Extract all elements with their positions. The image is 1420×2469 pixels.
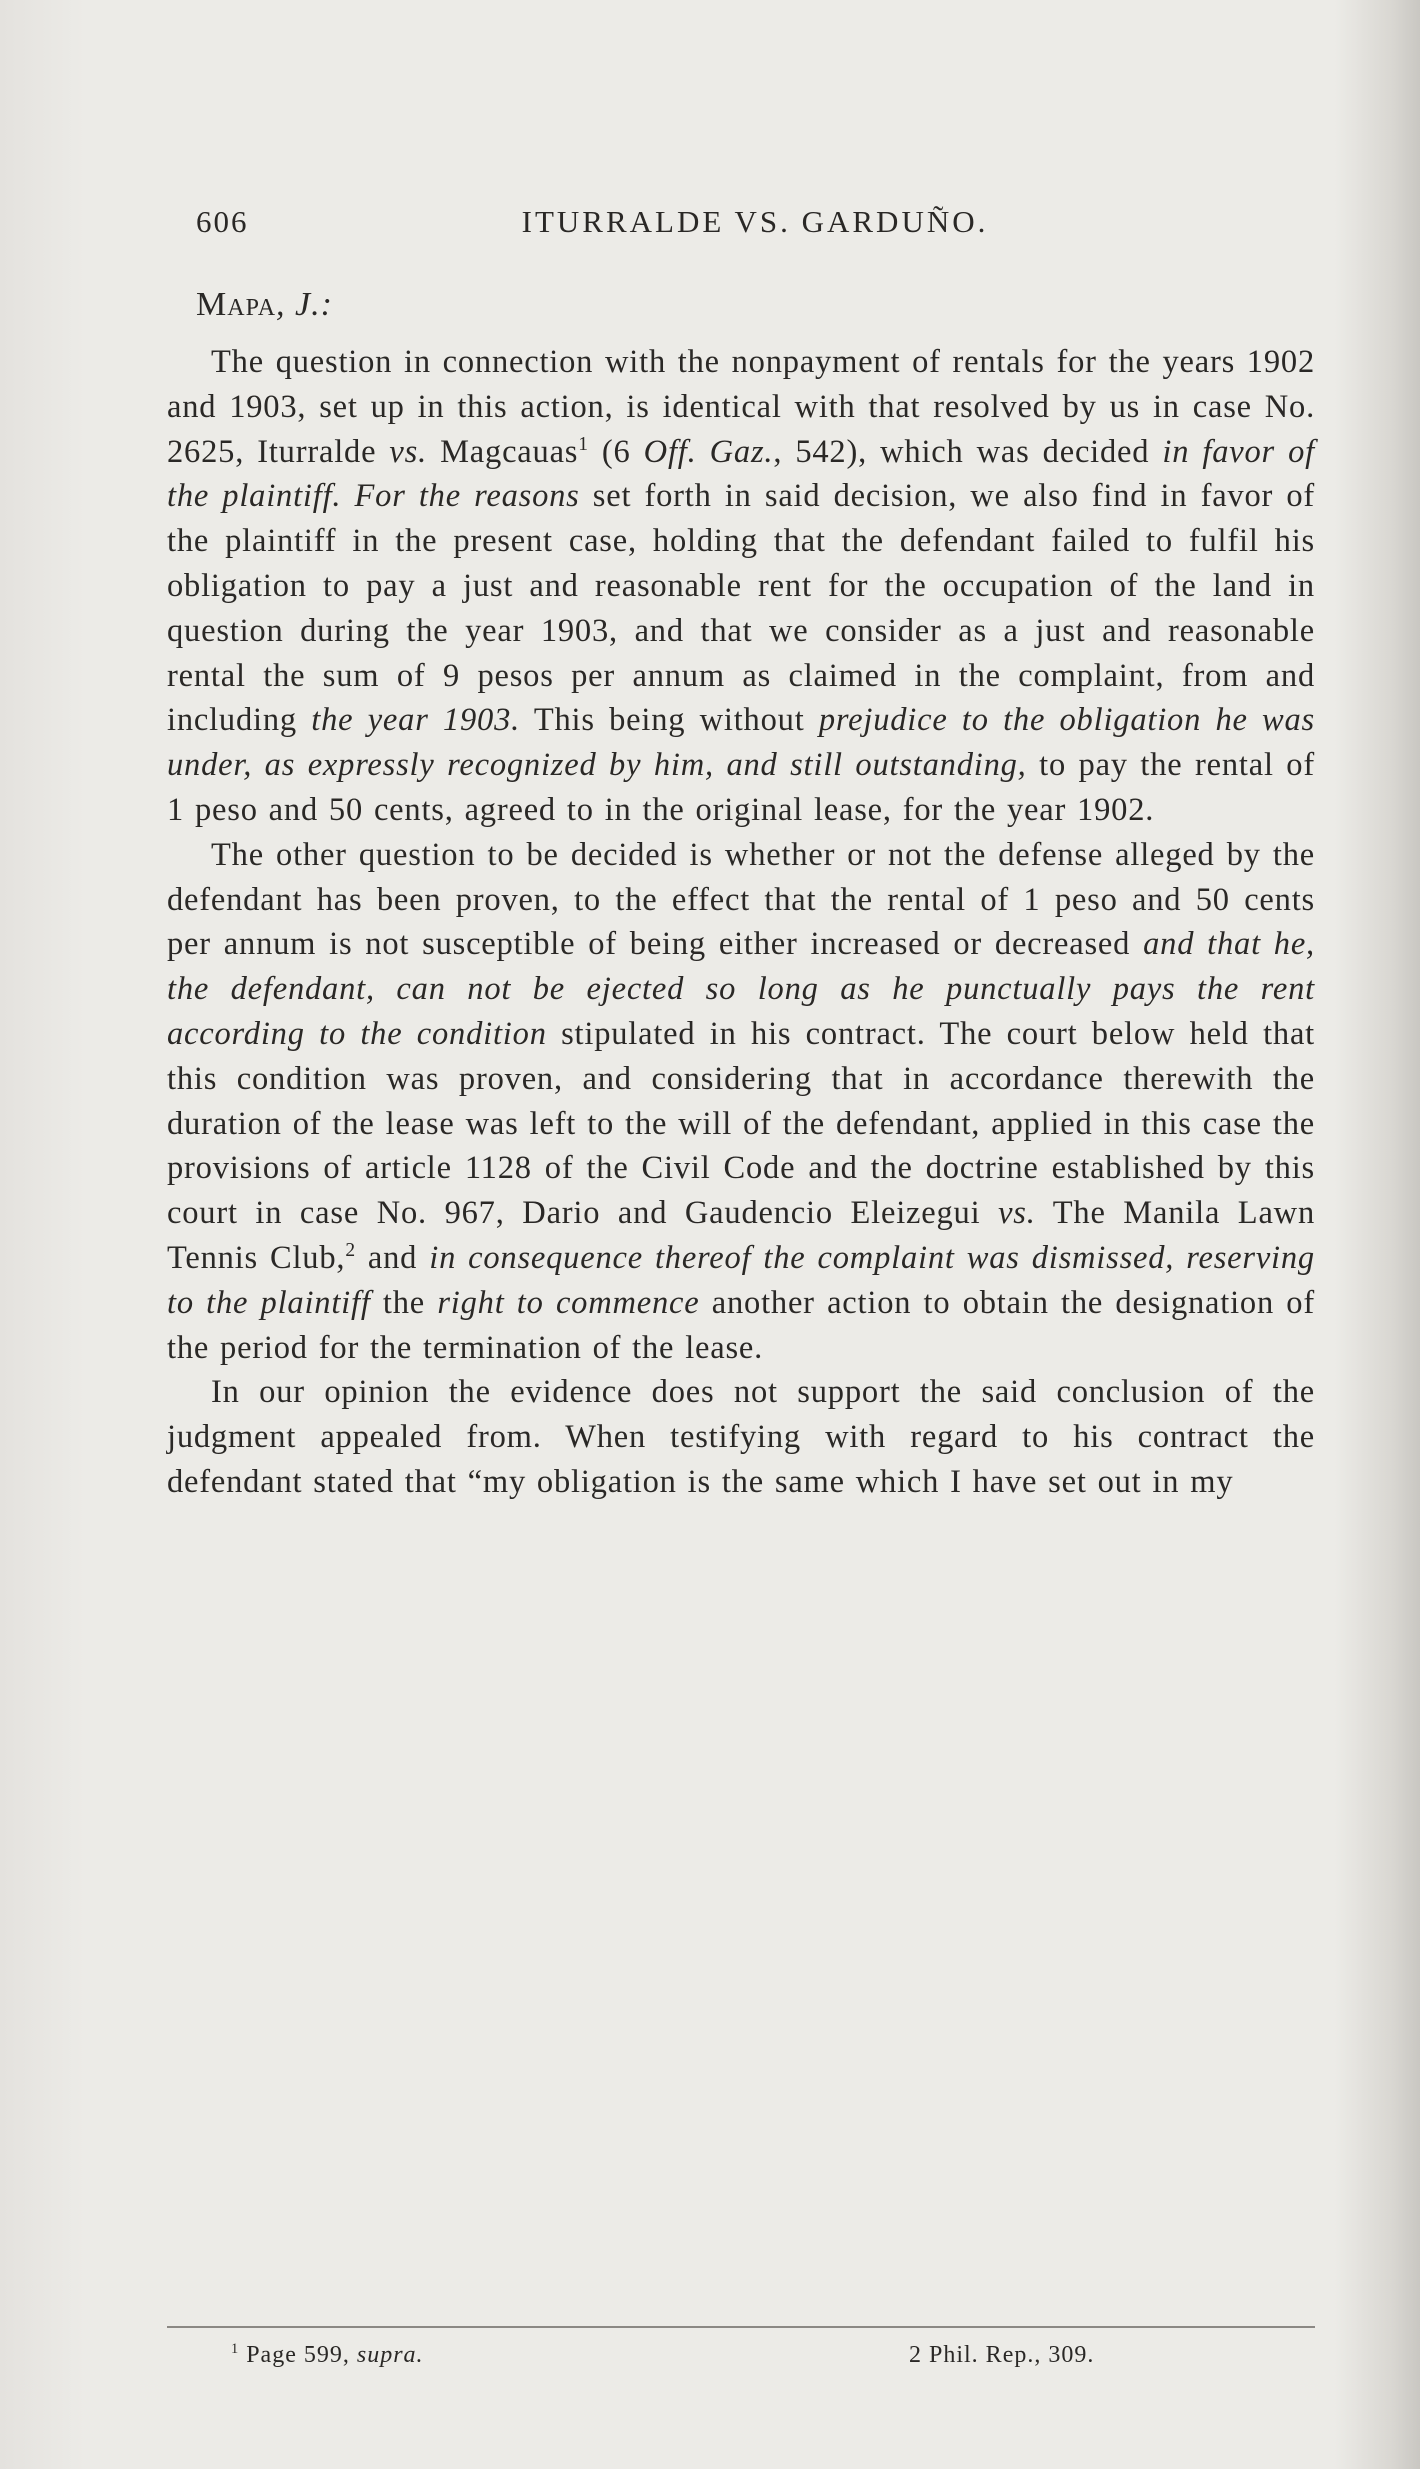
text-run: This being without (520, 702, 819, 739)
author-suffix: , J.: (276, 286, 333, 323)
text-run: and (355, 1239, 430, 1276)
footnote-1 (231, 2342, 424, 2369)
text-run: stipulated in his contract. The court below held that this condition was proven, and considering that in accordance therewith the duration of the lease was left to the will of the defendant, applied in this case the provisions of article 1128 of the Civil Code and the doctrine established by this court in case No. 967, Dario and Gaudencio Eleizegui (167, 1015, 1315, 1232)
paragraph-1 (167, 340, 1315, 833)
italic-run: right to commence (437, 1284, 700, 1321)
footnote-2-mark: 2 (909, 2342, 922, 2368)
opinion-author (196, 286, 333, 324)
italic-run: the year 1903. (311, 702, 521, 739)
text-run: In our opinion the evidence does not support the said conclusion of the judgment appealed from. When testifying with regard to his contract the defendant stated that “my obligation is the same which I have set out in my (167, 1374, 1315, 1500)
footnote-ref-1: 1 (578, 433, 589, 455)
italic-run: vs. (389, 433, 427, 470)
text-run: (6 (588, 433, 644, 470)
italic-run: in consequence thereof the complaint was dismissed, reserving to the plaintiff (167, 1239, 1315, 1321)
italic-run: prejudice to the obligation he was under, as expressly recognized by him, and still outstanding, (167, 702, 1316, 784)
text-run: The question in connection with the nonpayment of rentals for the years 1902 and 1903, set up in this action, is identical with that resolved by us in case No. 2625, Iturralde (167, 344, 1315, 470)
text-run: the (370, 1284, 438, 1321)
text-run: set forth in said decision, we also find in favor of the plaintiff in the present case, holding that the defendant failed to fulfil his obligation to pay a just and reasonable rent for the occupation of the land in question during the year 1903, and that we consider as a just and reasonable rental the sum of 9 pesos per annum as claimed in the complaint, from and including (167, 478, 1316, 739)
text-run: Magcauas (427, 433, 579, 470)
text-run: The other question to be decided is whether or not the defense alleged by the defendant has been proven, to the effect that the rental of 1 peso and 50 cents per annum is not susceptible of being either increased or decreased (167, 836, 1315, 963)
footnote-1-supra: supra. (356, 2342, 424, 2368)
footnote-ref-2: 2 (345, 1240, 356, 1262)
running-title: ITURRALDE VS. GARDUÑO. (521, 204, 989, 239)
text-run: to pay the rental of 1 peso and 50 cents, agreed to in the original lease, for the year 1902. (167, 747, 1315, 828)
footnote-2 (909, 2342, 1094, 2369)
footnotes (167, 2342, 1315, 2378)
author-name: Mapa (196, 286, 277, 323)
italic-run: in favor of the plaintiff. For the reasons (167, 433, 1315, 515)
paragraph-2 (167, 833, 1315, 1371)
paragraph-3 (167, 1370, 1315, 1504)
footnote-1-mark: 1 (231, 2341, 240, 2357)
page-number: 606 (196, 204, 249, 239)
italic-run: vs. (998, 1195, 1036, 1232)
opinion-body (167, 340, 1315, 1505)
running-head (196, 204, 1314, 244)
text-run: The Manila Lawn Tennis Club, (167, 1195, 1316, 1276)
footnote-divider (167, 2326, 1315, 2328)
text-run: another action to obtain the designation of the period for the termination of the lease. (167, 1284, 1315, 1366)
italic-run: Off. Gaz. (643, 433, 774, 470)
footnote-2-text: Phil. Rep., 309. (922, 2342, 1095, 2368)
text-run: , 542), which was decided (773, 433, 1163, 470)
footnote-1-text: Page 599, (239, 2342, 357, 2368)
italic-run: and that he, the defendant, can not be ejected so long as he punctually pays the rent according to the condition (167, 926, 1315, 1052)
